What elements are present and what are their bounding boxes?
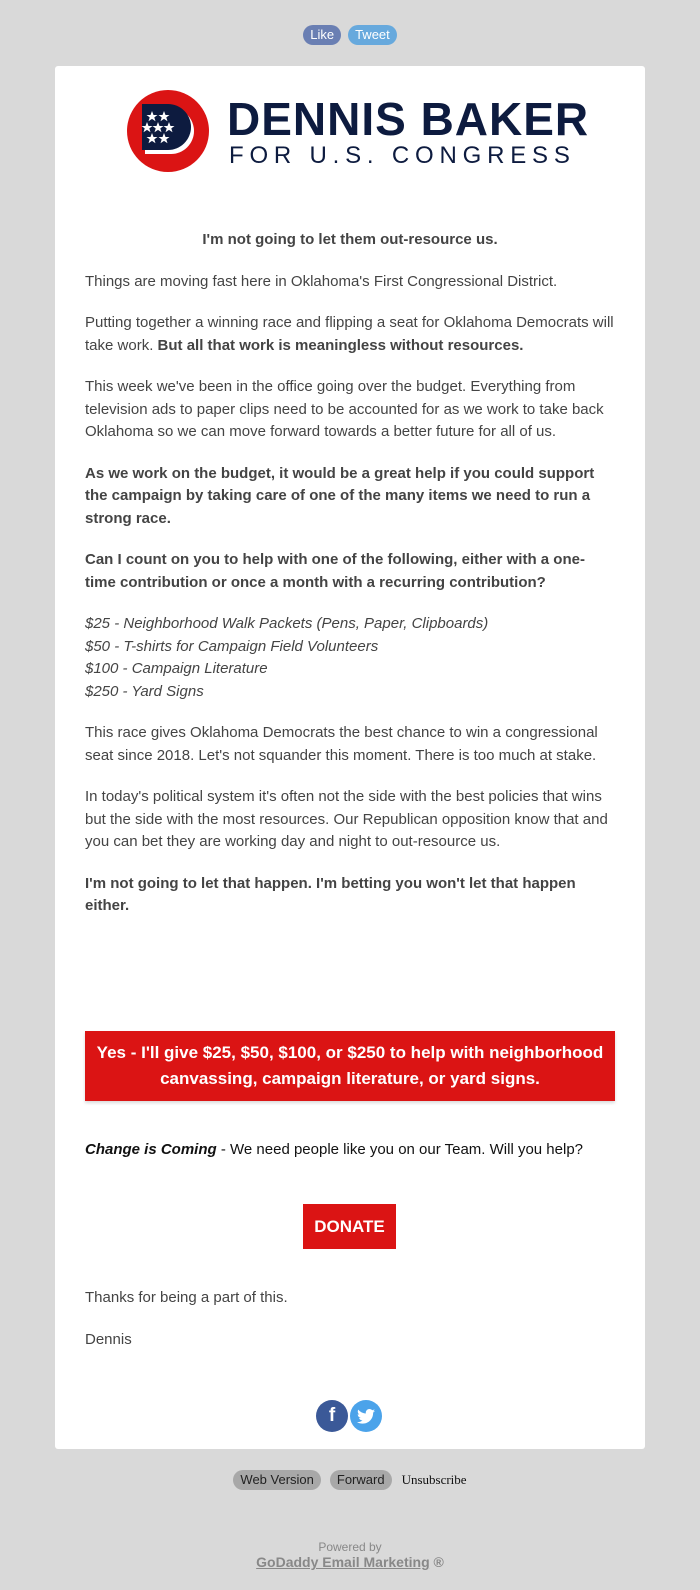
campaign-tagline: FOR U.S. CONGRESS <box>229 142 576 169</box>
email-links <box>0 1470 700 1490</box>
paragraph-4: As we work on the budget, it would be a great help if you could support the campaign by taking care of one of the many items we need to run a strong race. <box>85 464 595 527</box>
paragraph-7: In today's political system it's often not the side with the best policies that wins but the side with the most resources. Our Republican opposition know that and you can bet they are working day and night to out-resource us. <box>85 788 608 850</box>
godaddy-link[interactable]: GoDaddy Email Marketing <box>256 1554 430 1570</box>
campaign-seal-icon <box>127 90 209 172</box>
change-text: - We need people like you on our Team. Will you help? <box>216 1141 584 1158</box>
share-bar <box>0 25 700 45</box>
paragraph-2-text: Putting together a winning race and flipping a seat for Oklahoma Democrats will take work. <box>85 314 614 354</box>
email-card <box>55 66 645 1449</box>
web-version-link[interactable]: Web Version <box>233 1470 320 1490</box>
powered-label: Powered by <box>318 1540 382 1554</box>
email-body <box>85 229 615 937</box>
list-item: $25 - Neighborhood Walk Packets (Pens, Paper, Clipboards) <box>85 615 489 632</box>
list-item: $250 - Yard Signs <box>85 682 204 700</box>
headline: I'm not going to let them out-resource us. <box>202 231 498 248</box>
pledge-button[interactable]: Yes - I'll give $25, $50, $100, or $250 to help with neighborhood canvassing, campaign literature, or yard signs. <box>85 1031 615 1101</box>
list-item: $100 - Campaign Literature <box>85 660 268 677</box>
change-emphasis: Change is Coming <box>85 1141 217 1158</box>
like-button[interactable]: Like <box>303 25 341 45</box>
signature: Dennis <box>85 1331 132 1348</box>
unsubscribe-link[interactable]: Unsubscribe <box>401 1472 467 1487</box>
registered-mark: ® <box>429 1554 444 1570</box>
paragraph-2-bold: But all that work is meaningless without resources. <box>157 336 524 354</box>
paragraph-3: This week we've been in the office going over the budget. Everything from television ads to paper clips need to be accounted for as we work to take back Oklahoma so we can move forward towards a better future for all of us. <box>85 378 604 440</box>
campaign-logo <box>127 90 590 176</box>
donate-button[interactable]: DONATE <box>303 1204 396 1249</box>
paragraph-6: This race gives Oklahoma Democrats the best chance to win a congressional seat since 2018. Let's not squander this moment. There is too much at stake. <box>85 724 598 764</box>
paragraph-5: Can I count on you to help with one of the following, either with a one-time contribution or once a month with a recurring contribution? <box>85 551 585 591</box>
social-links <box>316 1400 382 1432</box>
list-item: $50 - T-shirts for Campaign Field Volunteers <box>85 637 379 655</box>
change-line <box>85 1139 615 1161</box>
powered-brand <box>0 1555 700 1570</box>
twitter-bird-icon <box>357 1409 375 1424</box>
candidate-name: DENNIS BAKER <box>227 93 590 145</box>
donation-items <box>85 613 615 703</box>
forward-link[interactable]: Forward <box>330 1470 392 1490</box>
paragraph-1: Things are moving fast here in Oklahoma's First Congressional District. <box>85 272 558 290</box>
thanks-line: Thanks for being a part of this. <box>85 1289 288 1306</box>
paragraph-8: I'm not going to let that happen. I'm betting you won't let that happen either. <box>85 874 576 914</box>
paragraph-2 <box>85 312 615 357</box>
facebook-icon[interactable]: f <box>316 1400 348 1432</box>
twitter-icon[interactable] <box>350 1400 382 1432</box>
tweet-button[interactable]: Tweet <box>348 25 397 45</box>
powered-by <box>0 1540 700 1570</box>
